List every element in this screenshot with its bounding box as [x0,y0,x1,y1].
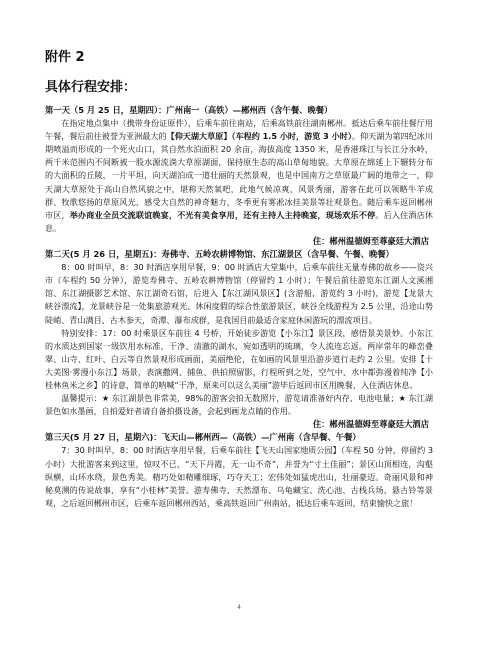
day1-paragraph [45,117,433,235]
day3-paragraph: 7：30 时叫早，8：00 时酒店享用早餐，后乘车前往【飞天山国家地质公园】（车程 50 分钟，停留约 3 小时）大批游客来到这里，惊叹不已，“天下丹霞，无一山不奇”，并誉为“寸土佳丽”；景区山顶相连，沟壑纵横，山环水绕，景色秀美。精巧处如精雕细琢，巧夺天工；宏伟处如猛虎出山，壮丽豪迈。奇丽风景和神秘莫测的传说故事，享有“小桂林”美誉。游寿佛寺、天然漂布、乌龟藏宝、洗心池、古栈兵场、悬古铃等景观，之后返回郴州市区，后乘车返回郴州西站，乘高铁返回广州南站，抵达后乘车返回，结束愉快之旅！ [45,445,433,508]
day1-text-a: 在指定地点集中（携带身份证原件），后乘车前往南站，后乘高铁前往湖南郴州。抵达后乘车前往餐厅用午餐，餐后前往被誉为亚洲最大的 [45,118,433,142]
day1-text-bold: 【仰天湖大草原】（车程约 1.5 小时，游览 3 小时） [166,131,352,142]
day1-text-bold2: 举办商业全员交流联谊晚宴，不光有美食享用，还有主持人主持晚宴，现场欢乐不停 [69,209,376,220]
day2-hotel: 住：郴州温德姆至尊豪廷大酒店 [312,419,429,430]
day3-title: 第三天(5 月 27 日，星期六)：飞天山—郴州西—（高铁）—广州南（含早餐、午餐） [45,432,361,443]
day2-paragraph-2: 特别安排：17：00 时乘景区车前往 4 号桥，开始徒步游览【小东江】景区段，感悟景美景妙。小东江的水质达到国家一级饮用水标准，干净、清澈的湖水，宛如透明的琉璃，令人流连忘返。两岸常年的峰峦叠翠、山寺、红叶、白云等自然景观形成画面，美丽绝伦，在如画的风景里沿游步道行走约 2 公里。安排【十大美图·雾漫小东江】场景，表演撒网、捕鱼、供拍照留影，行程所到之处，空气中、水中都弥漫着纯净【小桂林鱼米之乡】的诗意，简单的呐喊“干净，原来可以这么美丽”游毕后返回市区用晚餐，入住酒店休息。 [45,327,433,390]
attachment-label: 附件 2 [45,50,85,65]
day1-title: 第一天（5 月 25 日，星期四）：广州南一（高铁）—郴州西（含午餐、晚餐） [45,105,333,115]
page-title: 具体行程安排： [45,80,137,95]
itinerary-content [45,104,433,510]
day1-hotel: 住：郴州温德姆至尊豪廷大酒店 [312,235,429,246]
page-number: 4 [237,604,241,611]
day2-tips: 温馨提示：★ 东江湖景色非常美，98%的游客会拍无数照片，游览请准备好内存、电池电量；★ 东江湖景色如水墨画，自拍爱好者请自备拍摄设备，会起到画龙点睛的作用。 [45,393,433,417]
day2-title: 第二天(5 月 26 日，星期五)：寿佛寺、五岭农耕博物馆、东江湖景区（含早餐、午餐、晚餐） [45,249,394,260]
day2-paragraph-1: 8：00 时叫早，8：30 时酒店享用早餐，9：00 时酒店大堂集中，后乘车前往无量寿佛的故乡——资兴市（车程约 50 分钟），游览寿佛寺、五岭农耕博物馆（停留约 1 小时）；午餐后前往游览东江湖人文溪湘馆、东江湖摄影艺术馆、东江湖奇石馆，后进入【东江湖风景区】(含游船，游览约 3 小时)，游览【龙景大峡谷漂流】，龙景峡谷是一处集旅游观光、休闲度假的综合性旅游景区，峡谷全线游程为 2.5 公里，沿途山势陡峭、青山满目、古木参天，奇潭、瀑布成群，是我国目前最适合家庭休闲游玩的漂流项目。 [45,262,433,325]
day1-text-c: 。后入住酒店休息。 [45,209,433,233]
day1-text-b: 。仰天湖为第四纪冰川期喷溢而形成的一个死火山口，其自然水泊面积 20 余亩，海拔高度 1350 米，是香港珠江与长江分水岭，两千米范围内不间断被一股水源流淌大草原湖面，保持原生态的高山草甸地貌。大草原在绵延上下辗转分布的大面积的丘陵，一片平坦，向天湖泊成一道壮丽的天然景观，也是中国南方之草原最广阔的地带之一，仰天湖大草原处于高山自然风貌之中，堪称天然氧吧，此地气候凉爽，风景秀丽，游客在此可以领略牛羊成群、牧歌悠扬的草原风光，感受大自然的神奇魅力，冬季更有雾凇冰挂美景等壮观景色。随后乘车返回郴州市区， [45,131,433,220]
